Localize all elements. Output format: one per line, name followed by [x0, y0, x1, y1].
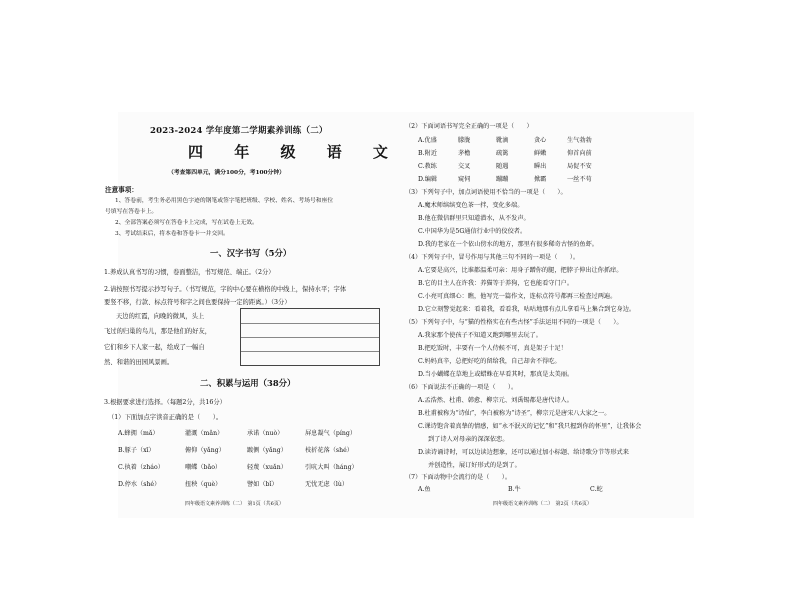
- option-word: 随遇: [496, 163, 509, 170]
- option-a-7[interactable]: A.鱼: [418, 486, 431, 493]
- question-3-4: （4）下列句子中，冒号作用与其他三句不同的一项是（ ）。: [405, 254, 580, 261]
- option-word: 俯仰（yǎng）: [185, 447, 225, 454]
- option-a-4[interactable]: A.它要是高兴，比谁都温柔可亲：用身子蹭你的腿，把脖子伸出让你抓痒。: [418, 267, 623, 274]
- option-word: 瞬出: [534, 163, 547, 170]
- question-1: 1.养成认真书写的习惯，卷面整洁，书写规范、端正。（2分）: [104, 269, 275, 276]
- copy-line: 飞过的归巢的鸟儿，那是他们的好友，: [104, 328, 212, 335]
- option-word: 鲜嫩: [534, 150, 547, 157]
- option-word: 引吭大叫（háng）: [305, 464, 358, 471]
- option-c-7[interactable]: C.蛇: [590, 486, 603, 493]
- question-3-7: （7）下面动物中会流行的是（ ）。: [405, 474, 512, 481]
- option-word: 仰首向前: [567, 150, 592, 157]
- grid-line: [241, 351, 379, 352]
- option-d-6[interactable]: D.读诗诵诗时，可以边读边想象，还可以通过加小标题、给诗歌分节等形式来: [418, 449, 629, 456]
- writing-grid[interactable]: [240, 308, 380, 366]
- question-3-2: （2）下面词语书写完全正确的一项是（ ）: [405, 123, 533, 130]
- option-a-1[interactable]: A.蜂拥（mǎ）: [118, 430, 159, 437]
- option-word: 局促不安: [567, 163, 592, 170]
- option-word: 踱侧（yǎng）: [247, 447, 287, 454]
- option-b-2[interactable]: B.附近: [418, 150, 437, 157]
- option-c-6-cont: 到了诗人对母亲的深深依恋。: [428, 436, 509, 443]
- question-3: 3.根据要求进行选择。（每题2分，共16分）: [104, 399, 226, 406]
- option-word: 窥伺: [458, 176, 471, 183]
- option-d-2[interactable]: D.编辑: [418, 176, 438, 183]
- question-3-3: （3）下列句子中，加点词语使用不恰当的一项是（ ）。: [405, 189, 567, 196]
- option-word: 生气勃勃: [567, 137, 592, 144]
- option-word: 无忧无虑（lù）: [305, 481, 349, 488]
- option-word: 轻蔑（xuǎn）: [247, 464, 287, 471]
- option-word: 承诺（nuò）: [247, 430, 284, 437]
- option-word: 靴滴: [496, 137, 509, 144]
- option-d-3[interactable]: D.我的老家在一个依山傍水的地方，那里有很多稀奇古怪的鱼虾。: [418, 241, 598, 248]
- option-b-3[interactable]: B.他在微信群里只知道潜水，从不发声。: [418, 215, 530, 222]
- option-c-6[interactable]: C.课诗饱含着真挚的情感，如“永不泯灭的记忆”和“我只握到你的怀里”，让我体会: [418, 423, 642, 430]
- option-b-5[interactable]: B.把吃饭时，丰要有一个人侍候不可，真是架子十足！: [418, 345, 567, 352]
- option-word: 屏息凝气（píng）: [305, 430, 357, 437]
- note-line: 3、考试结束后，将本卷和答卷卡一并交回。: [115, 231, 229, 237]
- note-line: 1、答卷前，考生务必用黑色字迹的钢笔或签字笔把班级、学校、姓名、考场号和座位: [115, 198, 334, 204]
- copy-line: 天边的红霞，向晚的微风，头上: [116, 313, 205, 320]
- option-word: 掀霸: [534, 176, 547, 183]
- option-b-7[interactable]: B.牛: [508, 486, 521, 493]
- page-footer: 四年级语文素养训练（二） 第1页（共6页）: [185, 501, 284, 507]
- option-b-1[interactable]: B.豚子（xī）: [118, 447, 155, 454]
- option-word: 一丝不苟: [567, 176, 592, 183]
- option-a-6[interactable]: A.孟浩然、杜甫、韩愈、柳宗元、刘禹锡都是唐代诗人。: [418, 397, 573, 404]
- option-word: 朦胧: [458, 137, 471, 144]
- option-d-1[interactable]: D.停水（shé）: [118, 481, 161, 488]
- option-d-4[interactable]: D.它立刻警觉起来：看着我，看看我，咕咕地那有点儿拿看马上集合到它身边。: [418, 306, 636, 313]
- question-3-6: （6）下面说法不正确的一项是（ ）。: [405, 384, 518, 391]
- note-line: 2、全部答案必须写在答卷卡上完成，写在试卷上无效。: [115, 220, 258, 226]
- option-d-5[interactable]: D.当小蝴蝶在草地上或蜡蛛在早看其时，那真是太美丽。: [418, 371, 574, 378]
- option-word: 贪心: [534, 137, 547, 144]
- option-b-4[interactable]: B.它的目主人在许我：养猫等于养狗，它也能看守门户。: [418, 280, 574, 287]
- exam-scope: （考查第四单元，满分100分，考100分钟）: [168, 170, 285, 176]
- grid-line: [241, 323, 379, 324]
- option-c-5[interactable]: C.妈妈真辛，总把好吃的留给我，自己却舍不得吃。: [418, 358, 561, 365]
- copy-line: 然、和谐的田园风景画。: [104, 359, 174, 366]
- question-3-5: （5）下列句子中，与“猫的性格实在有些古怪”手法运用不同的一项是（ ）。: [405, 319, 623, 326]
- question-2: 2.请按照书写提示抄写句子。（书写规范，字的中心要在横格的中线上，保持水平；字体: [104, 286, 347, 293]
- option-word: 扭秧（què）: [185, 481, 222, 488]
- option-a-3[interactable]: A.魔术师缤缤变色茶一拌，变化多端。: [418, 202, 524, 209]
- option-word: 譬如（bǐ）: [247, 481, 278, 488]
- option-word: 灌溉（mǎn）: [185, 430, 224, 437]
- section-heading: 二、积累与运用（38分）: [200, 378, 296, 388]
- option-word: 疏篱: [496, 150, 509, 157]
- option-word: 交叉: [458, 163, 471, 170]
- copy-line: 它们和乡下人家一起，绘成了一幅自: [104, 344, 205, 351]
- section-heading: 一、汉字书写（5分）: [210, 248, 292, 258]
- question-3-1: （1）下面加点字读音正确的是（ ）。: [108, 414, 223, 421]
- option-c-4[interactable]: C.小亮可真细心：瞧，他写完一篇作文，连标点符号都再三检查过两遍。: [418, 293, 617, 300]
- option-word: 嘲蝶（bǎo）: [185, 464, 222, 471]
- notes-heading: 注意事项：: [105, 186, 138, 194]
- option-b-6[interactable]: B.杜甫被称为“诗仙”，李白被称为“诗圣”，柳宗元是唐宋八大家之一。: [418, 410, 611, 417]
- grid-line: [241, 337, 379, 338]
- option-a-2[interactable]: A.优盛: [418, 137, 437, 144]
- option-d-6-cont: 并创造性，展订好形式的是到了。: [428, 462, 521, 469]
- option-word: 枝折花落（shé）: [305, 447, 353, 454]
- page-footer: 四年级语文素养训练（二） 第2页（共6页）: [493, 501, 592, 507]
- option-c-3[interactable]: C.中国华为是5G通信行业中的佼佼者。: [418, 228, 527, 235]
- note-line: 号填写在答卷卡上。: [105, 209, 158, 215]
- option-word: 茅檐: [458, 150, 471, 157]
- subject-title: 四 年 级 语 文: [188, 143, 401, 161]
- option-a-5[interactable]: A.我家那个使孩子不知道又跑到哪里去玩了。: [418, 332, 542, 339]
- option-word: 蹦蹦: [496, 176, 509, 183]
- question-2-cont: 要竖不移，行款、标点符号和字之间也要保持一定的距离。）（3分）: [104, 299, 291, 306]
- option-c-1[interactable]: C.执着（zháo）: [118, 464, 164, 471]
- exam-title: 2023-2024 学年度第二学期素养训练（二）: [150, 126, 328, 136]
- option-c-2[interactable]: C.教练: [418, 163, 437, 170]
